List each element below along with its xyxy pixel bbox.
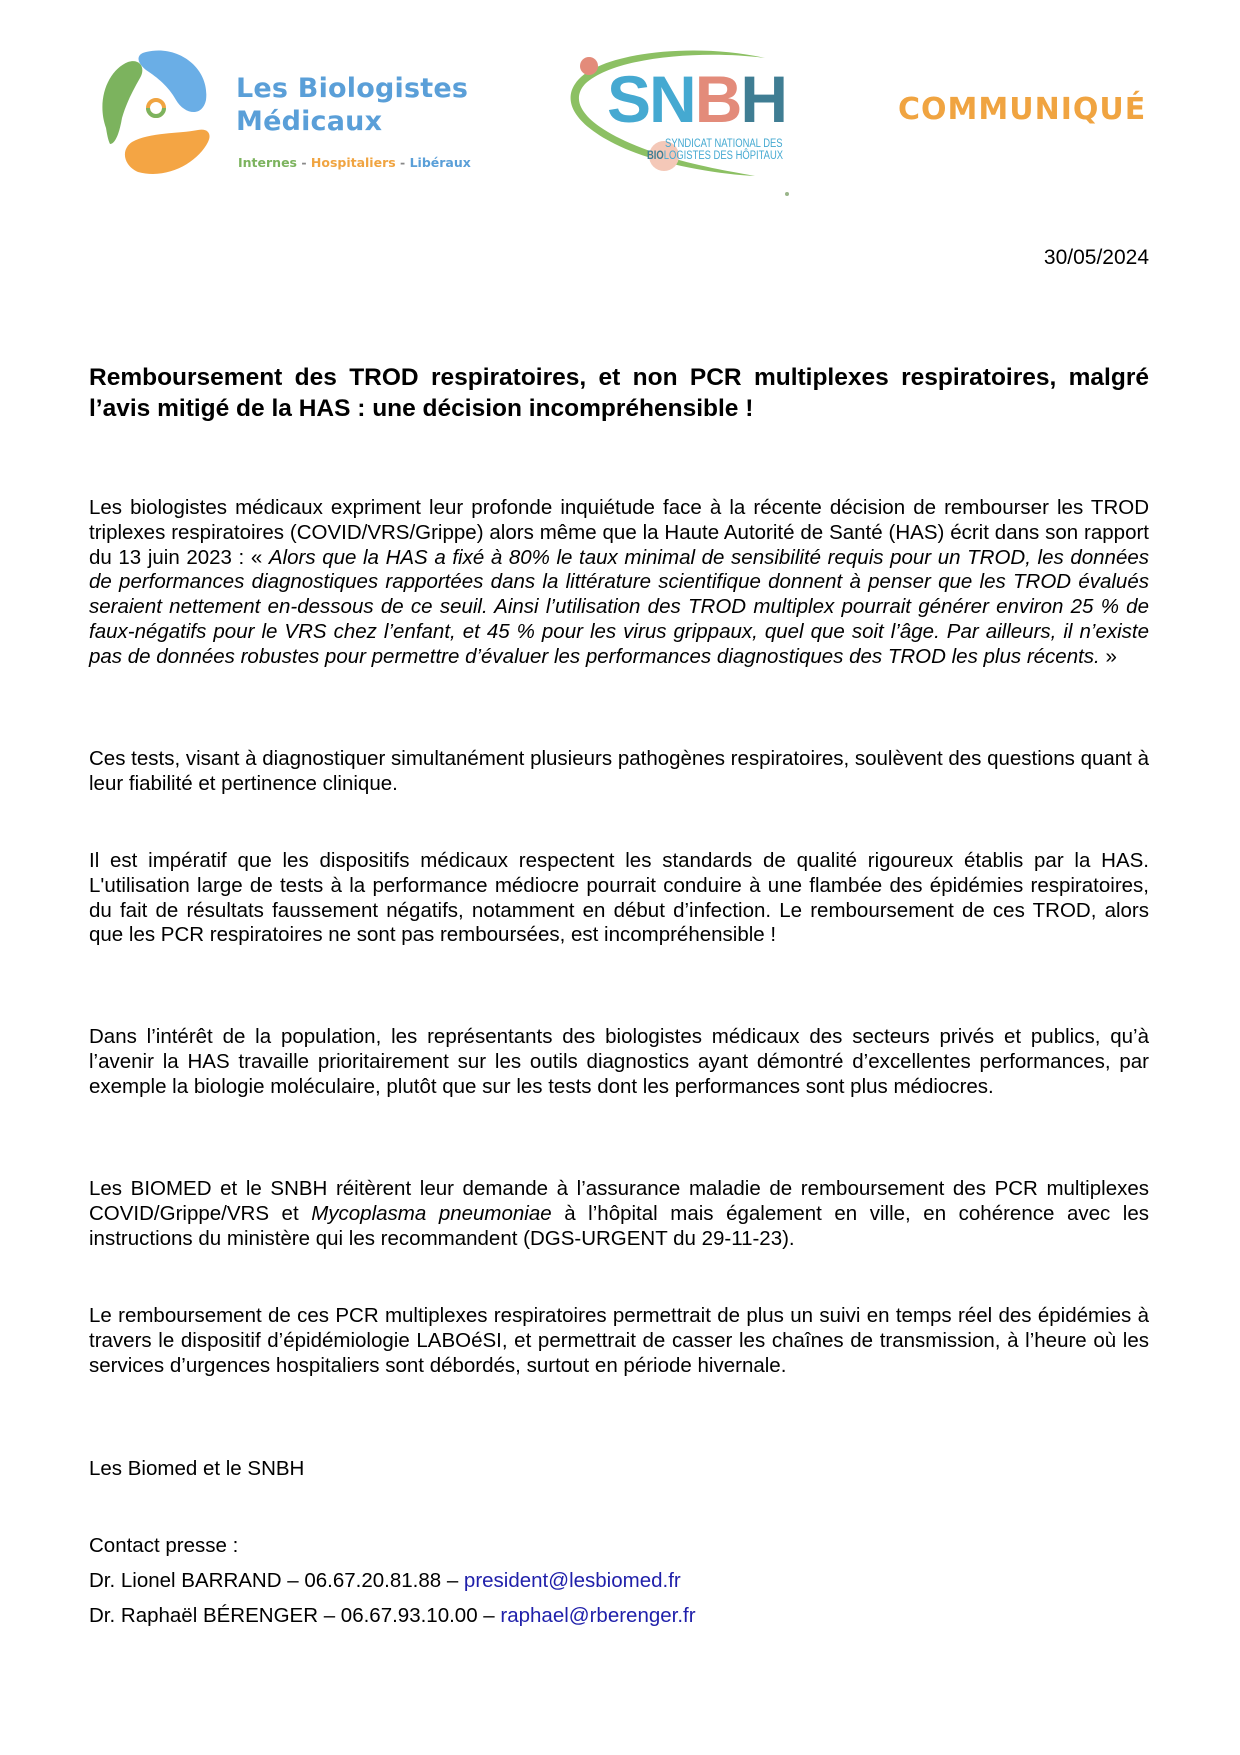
snbh-subtitle-bio: BIO (647, 150, 664, 162)
signature: Les Biomed et le SNBH (89, 1457, 305, 1480)
snbh-subtitle-line2: LOGISTES DES HÔPITAUX (663, 150, 784, 162)
snbh-sn: SN (607, 62, 695, 136)
paragraph-5 (89, 1177, 1149, 1251)
biomed-logo (98, 48, 498, 178)
snbh-logo (555, 44, 805, 204)
snbh-b: B (694, 62, 741, 136)
snbh-h: H (740, 62, 787, 136)
document-title: Remboursement des TROD respiratoires, et non PCR multiplexes respiratoires, malgré l’avis mitigé de la HAS : une décision incompréhensible ! (89, 364, 1149, 422)
snbh-subtitle-line1: SYNDICAT NATIONAL DES (665, 138, 783, 150)
mycoplasma-term: Mycoplasma pneumoniae (311, 1201, 552, 1225)
contact-name-phone: Dr. Raphaël BÉRENGER – 06.67.93.10.00 – (89, 1604, 501, 1627)
communique-label: COMMUNIQUÉ (898, 92, 1147, 127)
document-date: 30/05/2024 (1043, 246, 1149, 269)
paragraph-4: Dans l’intérêt de la population, les représentants des biologistes médicaux des secteurs privés et publics, qu’à l’avenir la HAS travaille prioritairement sur les outils diagnostics ayant démontré d’excellentes performances, par exemple la biologie moléculaire, plutôt que sur les tests dont les performances sont plus médiocres. (89, 1025, 1149, 1098)
biomed-tagline (238, 155, 471, 170)
contact-line-berenger (89, 1603, 696, 1628)
tagline-sep: - (395, 155, 410, 170)
quote-close: » (1099, 644, 1117, 668)
paragraph-3: Il est impératif que les dispositifs médicaux respectent les standards de qualité rigoureux établis par la HAS. L'utilisation large de tests à la performance médiocre pourrait conduire à une flambée des épidémies respiratoires, du fait de résultats faussement négatifs, notamment en début d’infection. Le remboursement de ces TROD, alors que les PCR respiratoires ne sont pas remboursées, est incompréhensible ! (89, 849, 1149, 947)
biomed-name-line2: Médicaux (236, 106, 383, 137)
paragraph-5-start: Les BIOMED et le SNBH réitèrent leur demande à l’assurance maladie de remboursement des PCR multiplexes COVID/Grippe/VRS et (89, 1177, 1149, 1225)
contact-name-phone: Dr. Lionel BARRAND – 06.67.20.81.88 – (89, 1569, 464, 1592)
email-link-president[interactable]: president@lesbiomed.fr (463, 1569, 681, 1592)
tagline-sep: - (296, 155, 311, 170)
contact-line-barrand (89, 1568, 681, 1593)
tagline-internes: Internes (238, 155, 297, 170)
has-report-quote: Alors que la HAS a fixé à 80% le taux minimal de sensibilité requis pour un TROD, les données de performances diagnostiques rapportées dans la littérature scientifique donnent à penser que les TROD évalués seraient nettement en-dessous de ce seuil. Ainsi l’utilisation des TROD multiplex pourrait générer environ 25 % de faux-négatifs pour le VRS chez l’enfant, et 45 % pour les virus grippaux, quel que soit l’âge. Par ailleurs, il n’existe pas de données robustes pour permettre d’évaluer les performances diagnostiques des TROD les plus récents. (89, 545, 1150, 668)
tagline-liberaux: Libéraux (409, 155, 471, 170)
biomed-drops-icon (98, 48, 228, 178)
paragraph-5-end: à l’hôpital mais également en ville, en cohérence avec les instructions du ministère qui les recommandent (DGS-URGENT du 29-11-23). (89, 1201, 1149, 1250)
snbh-wordmark (607, 62, 787, 136)
snbh-subtitle (647, 138, 783, 162)
email-link-raphael[interactable]: raphael@rberenger.fr (500, 1604, 696, 1627)
contact-heading: Contact presse : (89, 1534, 239, 1557)
paragraph-2: Ces tests, visant à diagnostiquer simultanément plusieurs pathogènes respiratoires, soulèvent des questions quant à leur fiabilité et pertinence clinique. (89, 747, 1149, 795)
paragraph-6: Le remboursement de ces PCR multiplexes respiratoires permettrait de plus un suivi en temps réel des épidémies à travers le dispositif d’épidémiologie LABOéSI, et permettrait de casser les chaînes de transmission, à l’heure où les services d’urgences hospitaliers sont débordés, surtout en période hivernale. (89, 1304, 1149, 1377)
paragraph-1 (89, 496, 1149, 670)
tagline-hospitaliers: Hospitaliers (310, 155, 396, 170)
biomed-name-line1: Les Biologistes (236, 73, 469, 104)
paragraph-1-intro: Les biologistes médicaux expriment leur profonde inquiétude face à la récente décision de rembourser les TROD triplexes respiratoires (COVID/VRS/Grippe) alors même que la Haute Autorité de Santé (HAS) écrit dans son rapport du 13 juin 2023 : « (89, 496, 1149, 569)
